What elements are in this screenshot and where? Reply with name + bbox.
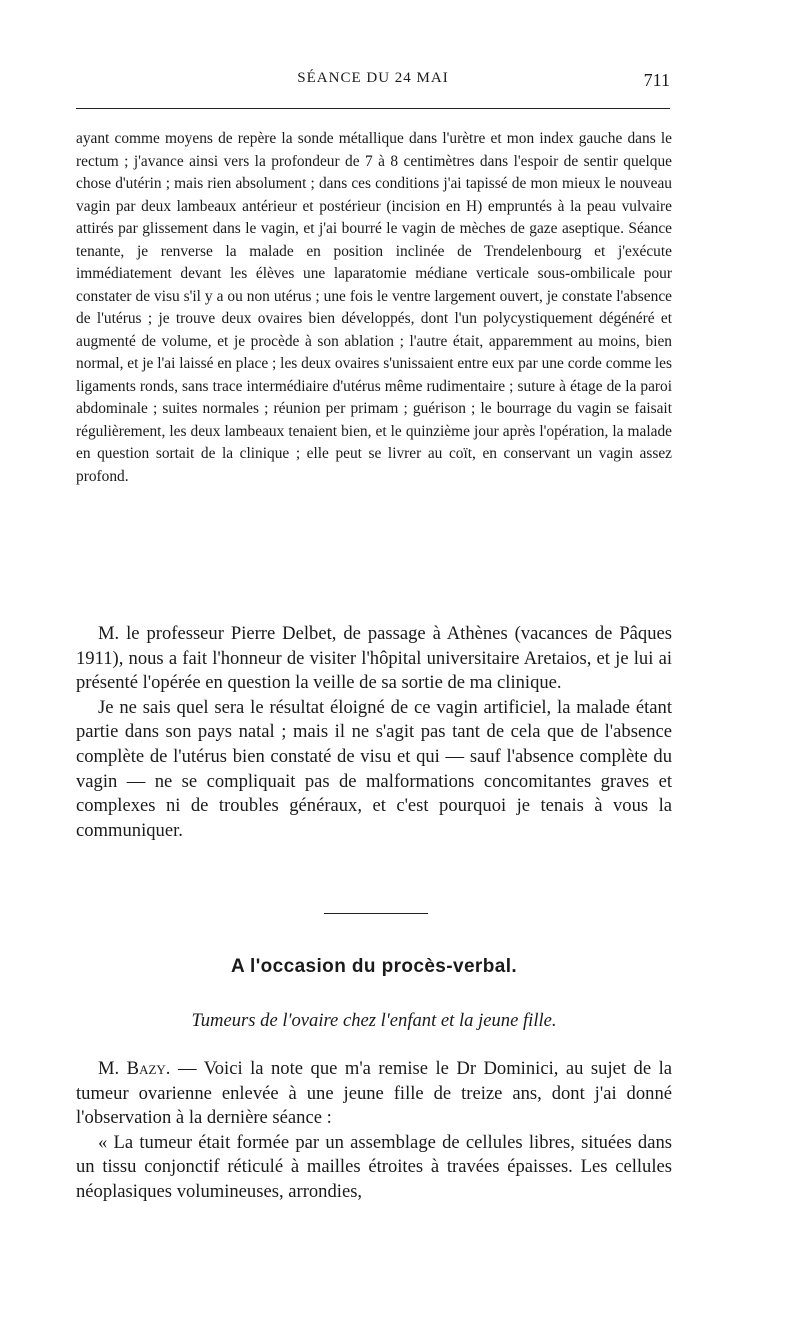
case-report-continuation: [76, 128, 672, 488]
bazy-note: [76, 1057, 672, 1205]
running-title: SÉANCE DU 24 MAI: [297, 70, 449, 86]
paragraph-conclusion: Je ne sais quel sera le résultat éloigné de ce vagin artificiel, la malade étant partie dans son pays natal ; mais il ne s'agit pas tant de cela que de l'absence complète de l'utérus bien constaté de visu et qui — sauf l'absence complète du vagin — ne se compliquait pas de malformations concomitantes graves et complexes ni de troubles généraux, et c'est pourquoi je tenais à vous la communiquer.: [76, 696, 672, 841]
page-number: 711: [643, 70, 670, 90]
main-text: [76, 622, 672, 843]
header-rule: [76, 108, 670, 109]
paragraph-visit: M. le professeur Pierre Delbet, de passage à Athènes (vacances de Pâques 1911), nous a fait l'honneur de visiter l'hôpital universitaire Aretaios, et je lui ai présenté l'opérée en question la veille de sa sortie de ma clinique.: [76, 623, 672, 694]
paragraph-operation: ayant comme moyens de repère la sonde métallique dans l'urètre et mon index gauche dans le rectum ; j'avance ainsi vers la profondeur de 7 à 8 centimètres dans l'espoir de sentir quelque chose d'utérin ; mais rien absolument ; dans ces conditions j'ai tapissé de mon mieux le nouveau vagin par deux lambeaux antérieur et postérieur (incision en H) empruntés à la peau vulvaire attirés par glissement dans le vagin, et j'ai bourré le vagin de mèches de gaze aseptique. Séance tenante, je renverse la malade en position inclinée de Trendelenbourg et j'exécute immédiatement devant les élèves une laparatomie médiane verticale sous-ombilicale pour constater de visu s'il y a ou non utérus ; une fois le ventre largement ouvert, je constate l'absence de l'utérus ; je trouve deux ovaires bien développés, dont l'un polycystiquement dégénéré et augmenté de volume, et je procède à son ablation ; l'autre était, apparemment au moins, bien normal, et je l'ai laissé en place ; les deux ovaires s'unissaient entre eux par une corde comme les ligaments ronds, sans trace intermédiaire d'utérus même rudimentaire ; suture à étage de la paroi abdominale ; suites normales ; réunion per primam ; guérison ; le bourrage du vagin se faisait régulièrement, les deux lambeaux tenaient bien, et le quinzième jour après l'opération, la malade en question sortait de la clinique ; elle peut se livrer au coït, en conservant un vagin assez profond.: [76, 130, 672, 485]
paragraph-bazy-text: — Voici la note que m'a remise le Dr Dominici, au sujet de la tumeur ovarienne enlevée à une jeune fille de treize ans, dont j'ai donné l'observation à la dernière séance :: [76, 1058, 672, 1129]
section-subheading: Tumeurs de l'ovaire chez l'enfant et la jeune fille.: [191, 1010, 557, 1031]
paragraph-bazy: [76, 1057, 672, 1131]
paragraph-quote: « La tumeur était formée par un assemblage de cellules libres, situées dans un tissu conjonctif réticulé à mailles étroites à travées épaisses. Les cellules néoplasiques volumineuses, arrondies,: [76, 1131, 672, 1202]
section-heading: A l'occasion du procès-verbal.: [230, 956, 518, 977]
section-separator: [324, 913, 428, 914]
speaker-name: M. Bazy.: [98, 1058, 171, 1079]
page-header: [76, 70, 670, 100]
